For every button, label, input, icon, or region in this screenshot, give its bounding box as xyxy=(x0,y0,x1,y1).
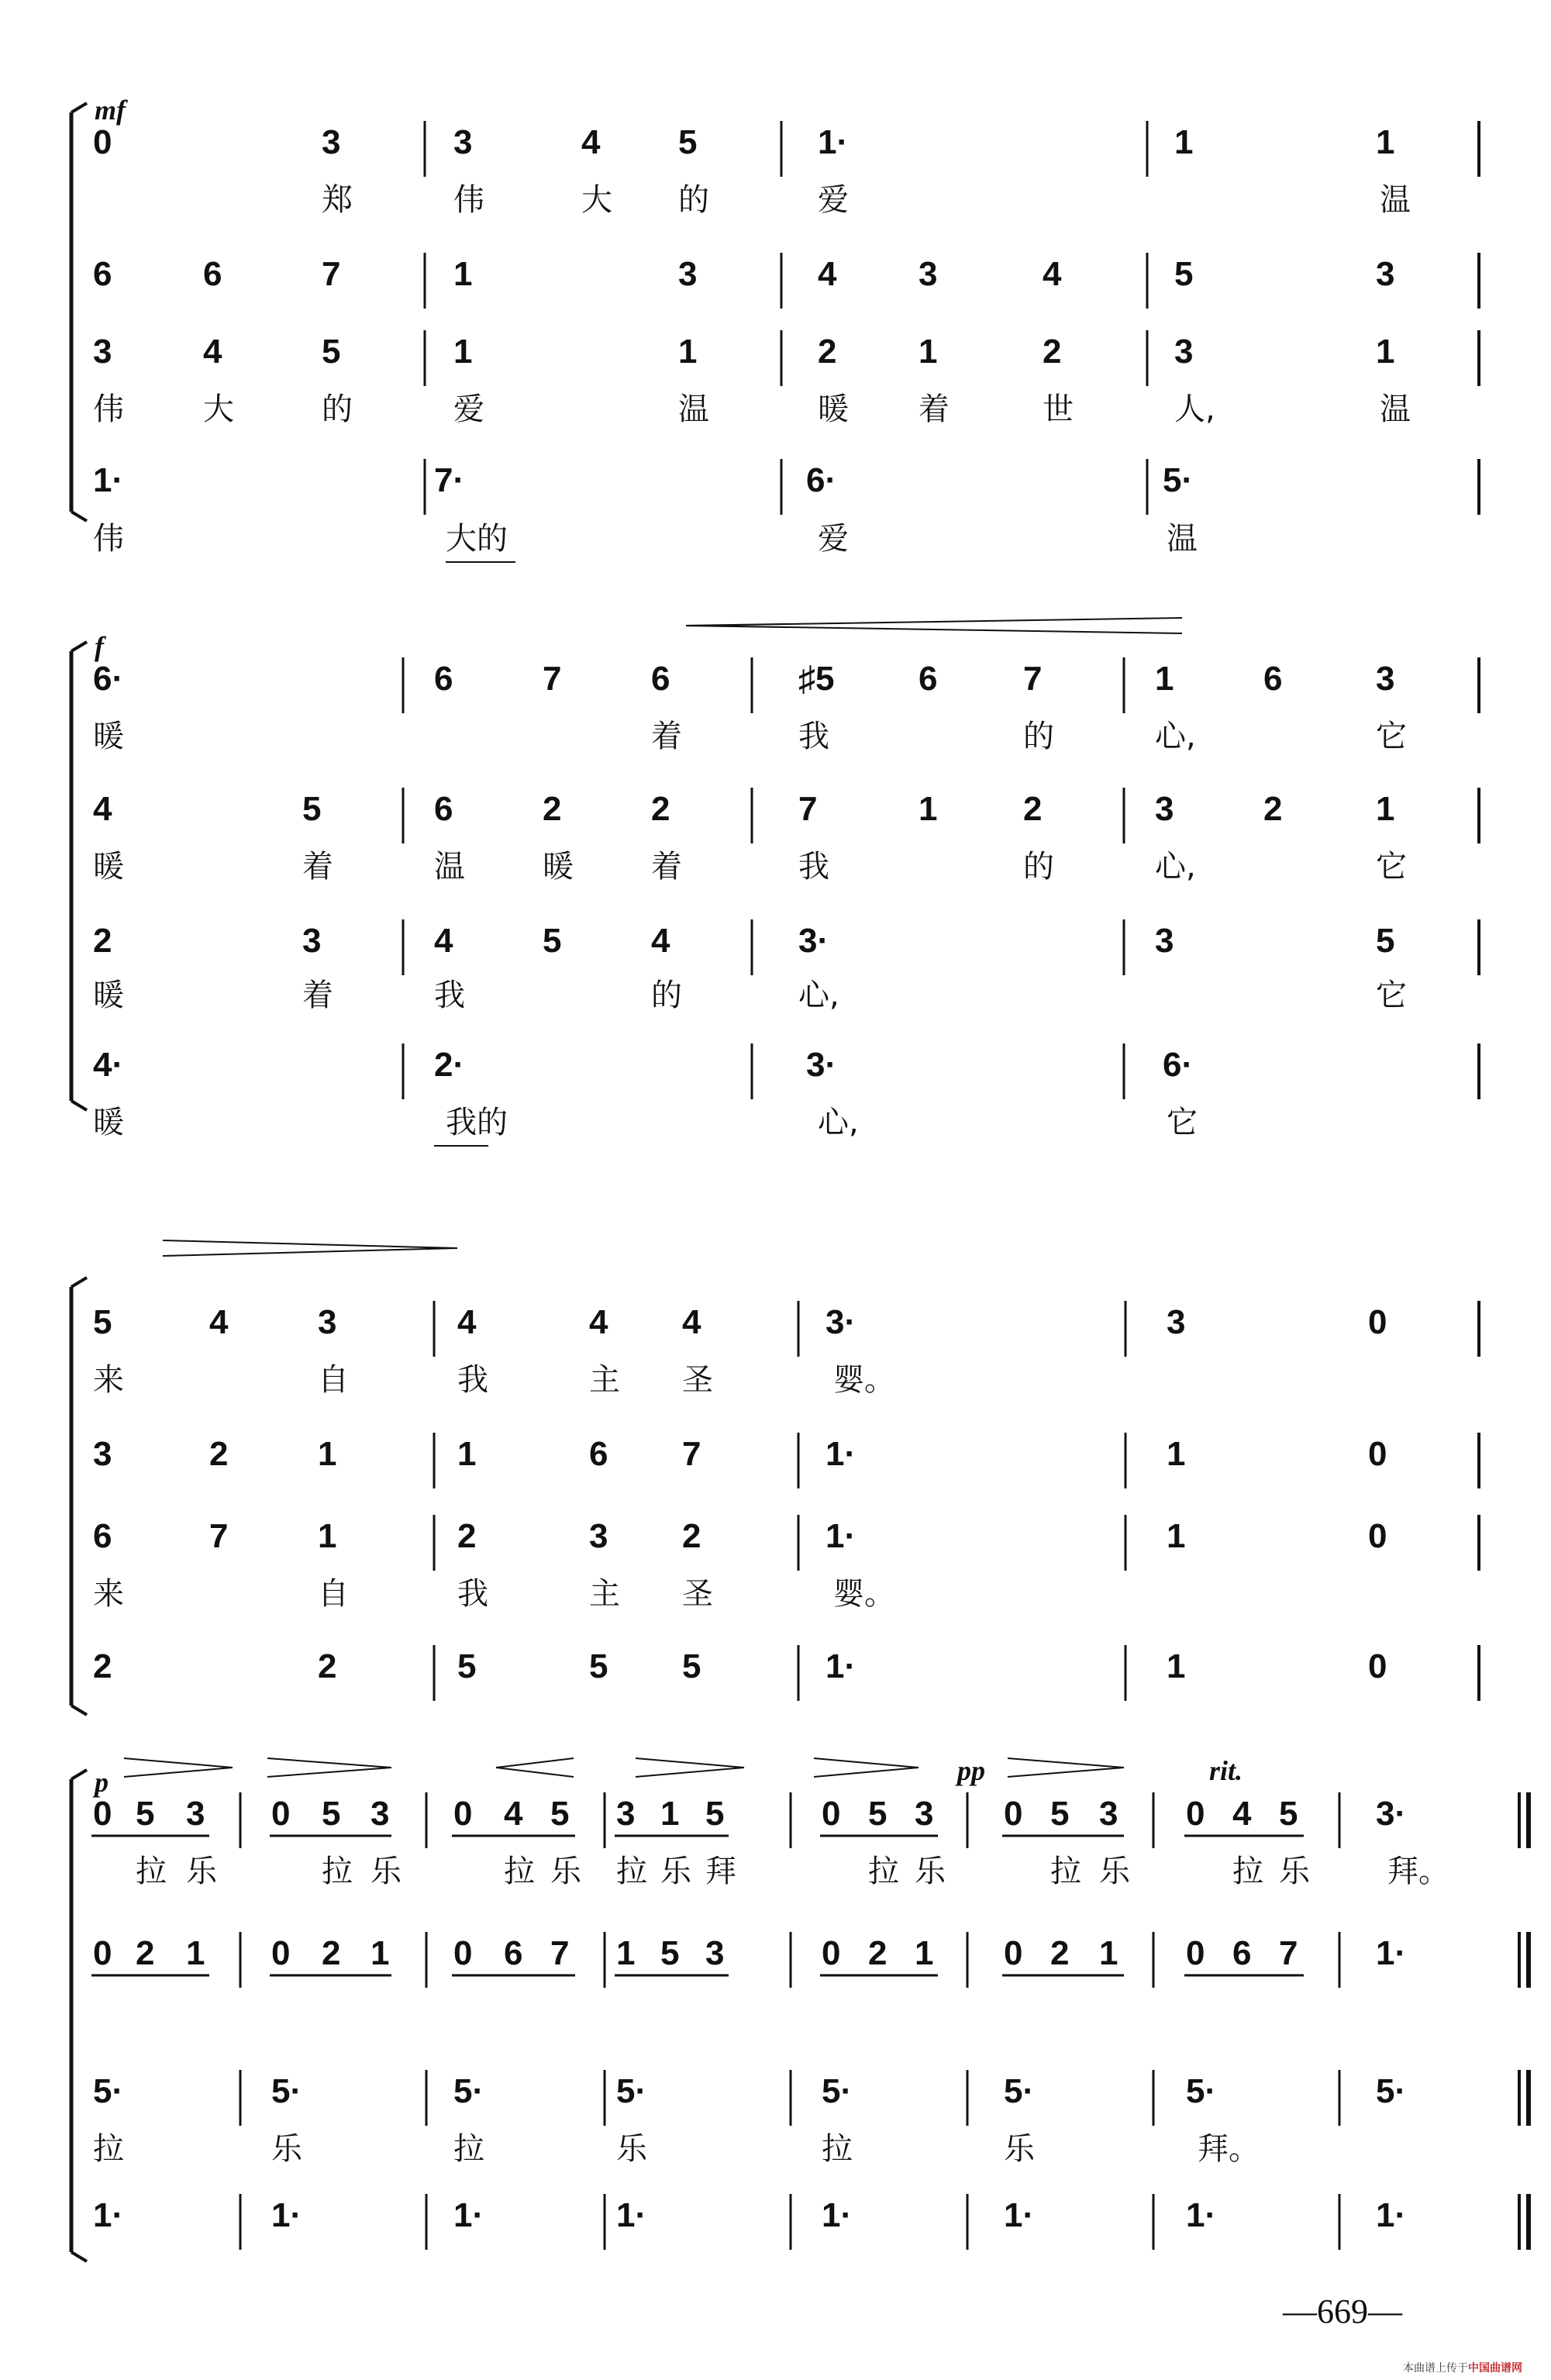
note: 6· xyxy=(806,461,837,499)
note: 2· xyxy=(434,1046,465,1084)
note: 3 xyxy=(302,922,322,960)
note: 7 xyxy=(682,1435,701,1473)
lyric: 暖 xyxy=(543,849,574,885)
note: 1· xyxy=(93,2196,124,2234)
note: 1 xyxy=(1155,660,1174,698)
note: 4 xyxy=(504,1795,523,1833)
diminuendo xyxy=(636,1768,744,1777)
note: 5 xyxy=(589,1647,608,1685)
note: 2 xyxy=(209,1435,229,1473)
lyric: 暖 xyxy=(93,719,124,754)
note: 5 xyxy=(136,1795,155,1833)
note: 5· xyxy=(1163,461,1194,499)
bracket-top xyxy=(71,1278,87,1287)
lyric: 温 xyxy=(1380,391,1411,427)
lyric: 拉 xyxy=(1232,1854,1263,1889)
note: 5· xyxy=(1186,2072,1217,2110)
note: 4 xyxy=(589,1303,608,1341)
note: 3 xyxy=(678,255,698,293)
diminuendo xyxy=(1008,1758,1124,1768)
lyric: 爱 xyxy=(453,391,484,427)
note: 4 xyxy=(1232,1795,1252,1833)
dynamic-mark: f xyxy=(95,631,104,662)
bracket-bottom xyxy=(71,1706,87,1715)
note: 0 xyxy=(93,1795,112,1833)
note: 1 xyxy=(318,1435,337,1473)
note: 4 xyxy=(93,790,112,828)
lyric: 的 xyxy=(651,978,682,1013)
note: 5 xyxy=(660,1934,680,1972)
note: 7· xyxy=(434,461,465,499)
note: 1 xyxy=(1376,790,1395,828)
tempo-mark: rit. xyxy=(1209,1755,1243,1786)
page-number: —669— xyxy=(1283,2292,1402,2330)
note: 0 xyxy=(453,1795,473,1833)
note: 5· xyxy=(271,2072,302,2110)
note: 2 xyxy=(93,922,112,960)
lyric: 来 xyxy=(93,1362,124,1398)
lyric: 拉 xyxy=(453,2131,484,2167)
note: 0 xyxy=(1186,1795,1205,1833)
note: 6 xyxy=(651,660,670,698)
note: 1 xyxy=(919,790,938,828)
note: 5 xyxy=(543,922,562,960)
lyric: 心, xyxy=(1155,849,1196,885)
note: 1 xyxy=(453,333,473,371)
note: 0 xyxy=(1004,1795,1023,1833)
note: 2 xyxy=(682,1517,701,1555)
note: 7 xyxy=(550,1934,570,1972)
note: 1· xyxy=(93,461,124,499)
note: 5· xyxy=(1004,2072,1035,2110)
note: 0 xyxy=(271,1795,291,1833)
note: 1 xyxy=(1167,1435,1186,1473)
note: 1 xyxy=(186,1934,205,1972)
lyric: 圣 xyxy=(682,1576,713,1612)
lyric: 的 xyxy=(322,391,353,427)
note: 2 xyxy=(1050,1934,1070,1972)
note: 4 xyxy=(209,1303,229,1341)
note: 1· xyxy=(825,1517,856,1555)
note: 2 xyxy=(651,790,670,828)
lyric: 乐 xyxy=(660,1854,691,1889)
note: 7 xyxy=(543,660,562,698)
lyric: 暖 xyxy=(93,978,124,1013)
lyric: 拉 xyxy=(1050,1854,1081,1889)
note: 0 xyxy=(1368,1303,1387,1341)
diminuendo xyxy=(163,1240,457,1248)
lyric: 温 xyxy=(434,849,465,885)
lyric: 郑 xyxy=(322,182,353,218)
lyric: 自 xyxy=(318,1576,349,1612)
note: 6· xyxy=(93,660,124,698)
note: 6 xyxy=(1263,660,1283,698)
lyric: 我的 xyxy=(446,1105,508,1140)
note: 0 xyxy=(271,1934,291,1972)
note: 3 xyxy=(371,1795,390,1833)
lyric: 我 xyxy=(798,849,829,885)
note: 6 xyxy=(1232,1934,1252,1972)
note: 0 xyxy=(93,123,112,161)
note: 1 xyxy=(1167,1647,1186,1685)
lyric: 它 xyxy=(1376,978,1407,1013)
lyric: 它 xyxy=(1376,849,1407,885)
note: 4 xyxy=(457,1303,477,1341)
note: 1 xyxy=(678,333,698,371)
dynamic-mark: mf xyxy=(95,95,126,126)
note: 3 xyxy=(1167,1303,1186,1341)
diminuendo xyxy=(1008,1768,1124,1777)
note: 3 xyxy=(915,1795,934,1833)
note: 4 xyxy=(651,922,670,960)
diminuendo xyxy=(636,1758,744,1768)
bracket-top xyxy=(71,642,87,651)
note: 2 xyxy=(1023,790,1043,828)
note: 2 xyxy=(1263,790,1283,828)
lyric: 拜。 xyxy=(1387,1854,1449,1889)
dynamic-mark-pp: pp xyxy=(957,1755,985,1786)
note: 1· xyxy=(822,2196,853,2234)
note: 0 xyxy=(1368,1517,1387,1555)
lyric: 温 xyxy=(678,391,709,427)
note: 6 xyxy=(504,1934,523,1972)
note: 3 xyxy=(318,1303,337,1341)
lyric: 着 xyxy=(302,978,333,1013)
note: 6 xyxy=(93,1517,112,1555)
note: 5· xyxy=(93,2072,124,2110)
crescendo xyxy=(686,626,1182,633)
note: 1 xyxy=(1376,333,1395,371)
note: 1 xyxy=(1376,123,1395,161)
note: 4 xyxy=(203,333,222,371)
note: 5· xyxy=(453,2072,484,2110)
note: 5 xyxy=(705,1795,725,1833)
lyric: 乐 xyxy=(550,1854,581,1889)
bracket-bottom xyxy=(71,1101,87,1110)
note: 3 xyxy=(322,123,341,161)
note: 3 xyxy=(1155,790,1174,828)
lyric: 暖 xyxy=(93,1105,124,1140)
lyric: 心, xyxy=(798,978,839,1013)
note: 1· xyxy=(1186,2196,1217,2234)
note: 1 xyxy=(1174,123,1194,161)
lyric: 主 xyxy=(589,1362,620,1398)
note: 5 xyxy=(1174,255,1194,293)
note: 2 xyxy=(318,1647,337,1685)
lyric: 我 xyxy=(457,1576,488,1612)
note: 3 xyxy=(1155,922,1174,960)
lyric: 心, xyxy=(818,1105,859,1140)
note: 1 xyxy=(1167,1517,1186,1555)
note: 7 xyxy=(1279,1934,1298,1972)
lyric: 爱 xyxy=(818,521,849,557)
lyric: 暖 xyxy=(818,391,849,427)
note: 1 xyxy=(318,1517,337,1555)
note: 3 xyxy=(705,1934,725,1972)
note: 2 xyxy=(457,1517,477,1555)
lyric: 乐 xyxy=(1099,1854,1130,1889)
lyric: 我 xyxy=(457,1362,488,1398)
lyric: 主 xyxy=(589,1576,620,1612)
note: 0 xyxy=(453,1934,473,1972)
lyric: 拜 xyxy=(705,1854,736,1889)
lyric: 我 xyxy=(434,978,465,1013)
note: 6 xyxy=(203,255,222,293)
note: 1· xyxy=(271,2196,302,2234)
note: 3 xyxy=(589,1517,608,1555)
note: 3 xyxy=(93,1435,112,1473)
note: 1 xyxy=(457,1435,477,1473)
bracket-top xyxy=(71,103,87,112)
lyric: 它 xyxy=(1167,1105,1198,1140)
note: 1· xyxy=(1376,1934,1407,1972)
note: 1 xyxy=(915,1934,934,1972)
crescendo xyxy=(686,618,1182,626)
note: 5 xyxy=(1279,1795,1298,1833)
lyric: 乐 xyxy=(1279,1854,1310,1889)
dynamic-mark: p xyxy=(95,1767,109,1798)
note: 2 xyxy=(543,790,562,828)
lyric: 大的 xyxy=(446,521,508,557)
diminuendo xyxy=(814,1758,919,1768)
note: 5 xyxy=(550,1795,570,1833)
lyric: 大 xyxy=(203,391,234,427)
note: 4· xyxy=(93,1046,124,1084)
note: 5 xyxy=(302,790,322,828)
diminuendo xyxy=(814,1768,919,1777)
note: 3 xyxy=(616,1795,636,1833)
note: 0 xyxy=(93,1934,112,1972)
lyric: 它 xyxy=(1376,719,1407,754)
note: 5· xyxy=(822,2072,853,2110)
note: 2 xyxy=(818,333,837,371)
note: 6 xyxy=(434,790,453,828)
note: 3· xyxy=(798,922,829,960)
note: 6 xyxy=(434,660,453,698)
lyric: 婴。 xyxy=(833,1362,895,1398)
note: 2 xyxy=(322,1934,341,1972)
footer-brand: 中国曲谱网 xyxy=(1468,2362,1522,2375)
lyric: 着 xyxy=(651,849,682,885)
note: 5 xyxy=(322,1795,341,1833)
lyric: 温 xyxy=(1167,521,1198,557)
note: 2 xyxy=(136,1934,155,1972)
note: 4 xyxy=(581,123,601,161)
note: 1 xyxy=(453,255,473,293)
note: 7 xyxy=(798,790,818,828)
note: 2 xyxy=(93,1647,112,1685)
bracket-top xyxy=(71,1770,87,1779)
bracket-bottom xyxy=(71,512,87,521)
note: 1· xyxy=(818,123,849,161)
lyric: 圣 xyxy=(682,1362,713,1398)
footer-prefix: 本曲谱上传于 xyxy=(1403,2362,1468,2375)
note: 1· xyxy=(616,2196,647,2234)
note: 0 xyxy=(1368,1647,1387,1685)
crescendo xyxy=(496,1768,574,1777)
lyric: 拉 xyxy=(822,2131,853,2167)
lyric: 伟 xyxy=(93,521,124,557)
lyric: 我 xyxy=(798,719,829,754)
lyric: 拉 xyxy=(136,1854,167,1889)
note: 1· xyxy=(453,2196,484,2234)
note: 6 xyxy=(589,1435,608,1473)
bracket-bottom xyxy=(71,2252,87,2261)
diminuendo xyxy=(267,1768,391,1777)
note: 3 xyxy=(453,123,473,161)
lyric: 乐 xyxy=(616,2131,647,2167)
note: 0 xyxy=(1004,1934,1023,1972)
lyric: 拉 xyxy=(93,2131,124,2167)
note: 6 xyxy=(93,255,112,293)
note: 5 xyxy=(457,1647,477,1685)
note: 3 xyxy=(919,255,938,293)
lyric: 拉 xyxy=(322,1854,353,1889)
lyric: 心, xyxy=(1155,719,1196,754)
diminuendo xyxy=(163,1248,457,1256)
note: 1 xyxy=(919,333,938,371)
lyric: 世 xyxy=(1043,391,1074,427)
lyric: 乐 xyxy=(186,1854,217,1889)
diminuendo xyxy=(267,1758,391,1768)
note: 4 xyxy=(682,1303,701,1341)
note: 4 xyxy=(1043,255,1062,293)
note: 1 xyxy=(371,1934,390,1972)
lyric: 爱 xyxy=(818,182,849,218)
lyric: 乐 xyxy=(915,1854,946,1889)
diminuendo xyxy=(124,1768,233,1777)
note: 7 xyxy=(322,255,341,293)
lyric: 着 xyxy=(302,849,333,885)
note: 6· xyxy=(1163,1046,1194,1084)
note: 6 xyxy=(919,660,938,698)
lyric: 拉 xyxy=(504,1854,535,1889)
lyric: 乐 xyxy=(271,2131,302,2167)
note: 5 xyxy=(93,1303,112,1341)
note: 7 xyxy=(209,1517,229,1555)
note: 3· xyxy=(806,1046,837,1084)
note: 5 xyxy=(868,1795,888,1833)
note: 1 xyxy=(1099,1934,1118,1972)
note: 1· xyxy=(825,1435,856,1473)
lyric: 拜。 xyxy=(1198,2131,1260,2167)
note: 3 xyxy=(1376,255,1395,293)
lyric: 着 xyxy=(919,391,950,427)
crescendo xyxy=(496,1758,574,1768)
lyric: 的 xyxy=(1023,849,1054,885)
note: 3 xyxy=(1099,1795,1118,1833)
note: 5· xyxy=(616,2072,647,2110)
note: 5 xyxy=(678,123,698,161)
note: 1· xyxy=(1004,2196,1035,2234)
note: 5 xyxy=(1376,922,1395,960)
lyric: 的 xyxy=(678,182,709,218)
lyric: 来 xyxy=(93,1576,124,1612)
note: 7 xyxy=(1023,660,1043,698)
lyric: 婴。 xyxy=(833,1576,895,1612)
note: 5 xyxy=(322,333,341,371)
lyric: 乐 xyxy=(1004,2131,1035,2167)
note: 5· xyxy=(1376,2072,1407,2110)
lyric: 暖 xyxy=(93,849,124,885)
note: 2 xyxy=(1043,333,1062,371)
note: 3· xyxy=(825,1303,856,1341)
diminuendo xyxy=(124,1758,233,1768)
note: 0 xyxy=(822,1934,841,1972)
lyric: 拉 xyxy=(616,1854,647,1889)
note: 0 xyxy=(1368,1435,1387,1473)
lyric: 人, xyxy=(1174,391,1215,427)
note: 5 xyxy=(682,1647,701,1685)
note: 4 xyxy=(818,255,837,293)
lyric: 温 xyxy=(1380,182,1411,218)
footer-credit xyxy=(1403,2363,1522,2374)
note: 2 xyxy=(868,1934,888,1972)
note: 0 xyxy=(822,1795,841,1833)
note: 3 xyxy=(186,1795,205,1833)
note: 0 xyxy=(1186,1934,1205,1972)
lyric: 大 xyxy=(581,182,612,218)
note: ♯5 xyxy=(798,660,835,698)
note: 3· xyxy=(1376,1795,1407,1833)
lyric: 伟 xyxy=(453,182,484,218)
lyric: 的 xyxy=(1023,719,1054,754)
note: 3 xyxy=(93,333,112,371)
lyric: 自 xyxy=(318,1362,349,1398)
lyric: 伟 xyxy=(93,391,124,427)
note: 1· xyxy=(1376,2196,1407,2234)
note: 4 xyxy=(434,922,453,960)
lyric: 着 xyxy=(651,719,682,754)
note: 1· xyxy=(825,1647,856,1685)
note: 3 xyxy=(1174,333,1194,371)
note: 1 xyxy=(616,1934,636,1972)
lyric: 乐 xyxy=(371,1854,402,1889)
lyric: 拉 xyxy=(868,1854,899,1889)
note: 1 xyxy=(660,1795,680,1833)
note: 5 xyxy=(1050,1795,1070,1833)
note: 3 xyxy=(1376,660,1395,698)
